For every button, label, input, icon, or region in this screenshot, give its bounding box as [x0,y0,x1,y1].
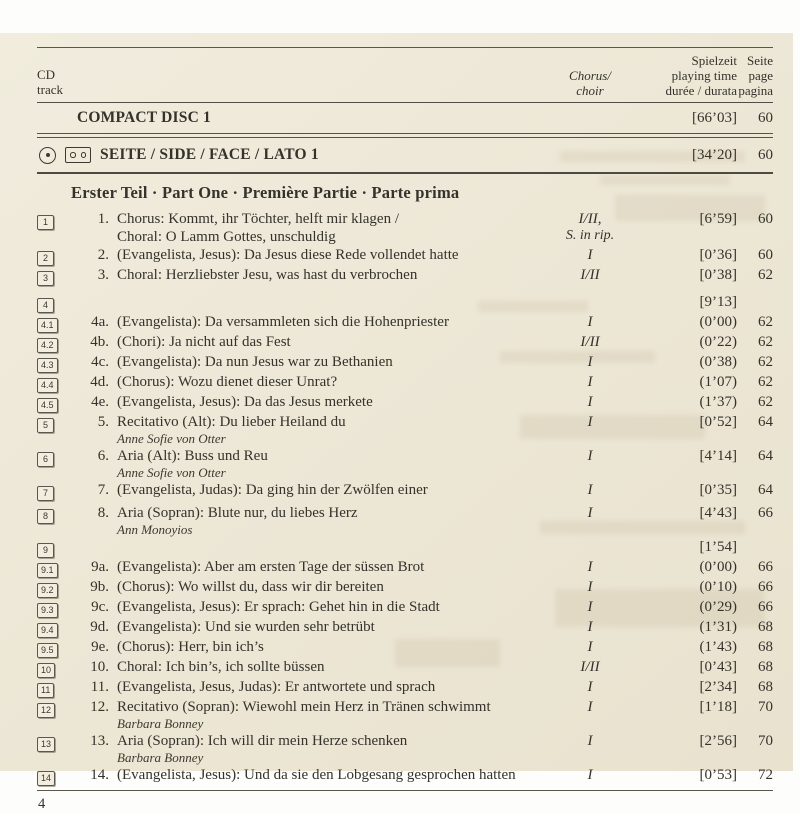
track-page-ref: 68 [758,619,773,635]
chorus-value: I [587,482,593,498]
track-page-ref: 64 [758,414,773,430]
track-page-ref: 64 [758,448,773,464]
track-title: (Evangelista, Judas): Da ging hin der Zwölfen einer [117,482,428,498]
track-artist: Ann Monoyios [117,522,193,537]
cd-track-number-box: 2 [37,251,54,266]
cd-track-number-box: 9.4 [37,623,58,638]
track-row [37,638,773,658]
track-title: (Evangelista, Jesus): Da das Jesus merkete [117,394,373,410]
track-title: (Evangelista): Da nun Jesus war zu Bethanien [117,354,393,370]
track-row [37,658,773,678]
track-artist: Barbara Bonney [117,750,204,765]
track-row [37,538,773,558]
track-row [37,313,773,333]
cd-track-number-box: 13 [37,737,55,752]
track-row [37,504,773,538]
cd-track-number-box: 12 [37,703,55,718]
cd-track-number-box: 8 [37,509,54,524]
track-artist: Anne Sofie von Otter [117,465,226,480]
track-list [37,210,773,786]
track-page-ref: 72 [758,767,773,783]
track-page-ref: 66 [758,505,773,521]
chorus-value: I/II [580,267,600,283]
track-title: (Evangelista): Und sie wurden sehr betrübt [117,619,375,635]
track-title: (Chorus): Wo willst du, dass wir dir bereiten [117,579,384,595]
movement-number: 13. [90,733,109,749]
track-time: [6’59] [699,211,737,227]
cd-track-number-box: 1 [37,215,54,230]
disc-title: COMPACT DISC 1 [77,109,211,126]
track-page-ref: 68 [758,639,773,655]
movement-number: 1. [97,211,109,227]
cd-track-number-box: 11 [37,683,54,698]
track-page-ref: 70 [758,699,773,715]
chorus-value: I [587,599,593,615]
cd-track-number-box: 4.5 [37,398,58,413]
chorus-value: I [587,619,593,635]
table-header [37,48,773,102]
track-time: (1’07) [699,374,737,390]
cd-track-number-box: 14 [37,771,55,786]
track-time: (0’38) [699,354,737,370]
track-row [37,578,773,598]
column-header-cd-track: CD track [37,67,63,97]
chorus-value: I [587,394,593,410]
track-title: (Evangelista): Da versammleten sich die Hohenpriester [117,314,449,330]
cd-track-number-box: 4.2 [37,338,58,353]
track-row [37,333,773,353]
movement-number: 4b. [90,334,109,350]
chorus-value: I [587,414,593,430]
track-title: (Evangelista, Jesus): Und da sie den Lobgesang gesprochen hatten [117,767,516,783]
track-artist: Barbara Bonney [117,716,204,731]
track-page-ref: 66 [758,579,773,595]
track-row [37,353,773,373]
track-time: (1’37) [699,394,737,410]
chorus-value: I [587,505,593,521]
booklet-page-scan [0,33,793,812]
track-title: (Evangelista): Aber am ersten Tage der süssen Brot [117,559,425,575]
track-row [37,393,773,413]
track-row [37,618,773,638]
column-header-chorus: Chorus/ choir [569,68,611,98]
track-row [37,766,773,786]
compact-disc-row [37,103,773,133]
track-page-ref: 62 [758,354,773,370]
column-header-playing-time: Spielzeit playing time durée / durata [665,53,737,98]
track-title: (Evangelista, Jesus): Er sprach: Gehet hin in die Stadt [117,599,440,615]
movement-number: 3. [97,267,109,283]
side-title: SEITE / SIDE / FACE / LATO 1 [100,146,319,163]
movement-number: 7. [97,482,109,498]
track-artist: Anne Sofie von Otter [117,431,226,446]
movement-number: 8. [97,505,109,521]
chorus-value: I [587,699,593,715]
track-title: Chorus: Kommt, ihr Töchter, helft mir klagen / [117,211,399,227]
chorus-value: I/II, [578,211,602,227]
movement-number: 4a. [91,314,109,330]
track-time: [1’54] [699,539,737,555]
track-row [37,732,773,766]
track-page-ref: 68 [758,659,773,675]
track-time: [0’35] [699,482,737,498]
cd-track-number-box: 9.3 [37,603,58,618]
track-time: [2’56] [699,733,737,749]
track-row [37,698,773,732]
cd-track-number-box: 7 [37,486,54,501]
cd-track-number-box: 4.4 [37,378,58,393]
track-row [37,373,773,393]
track-row [37,266,773,286]
track-title: Choral: Herzliebster Jesu, was hast du verbrochen [117,267,418,283]
cd-track-number-box: 4.3 [37,358,58,373]
track-title: Aria (Alt): Buss und Reu [117,448,268,464]
section-rule [37,172,773,174]
chorus-value: I [587,679,593,695]
cd-track-number-box: 10 [37,663,55,678]
cassette-icon [65,147,91,163]
movement-number: 2. [97,247,109,263]
track-row [37,447,773,481]
track-page-ref: 68 [758,679,773,695]
chorus-value: I/II [580,659,600,675]
track-time: (0’10) [699,579,737,595]
chorus-value-line2: S. in rip. [565,228,615,243]
track-time: [2’34] [699,679,737,695]
track-page-ref: 62 [758,267,773,283]
section-heading: Erster Teil · Part One · Première Partie · Parte prima [71,183,460,202]
movement-number: 6. [97,448,109,464]
disc-page-ref: 60 [758,110,773,126]
track-time: [0’52] [699,414,737,430]
movement-number: 12. [90,699,109,715]
track-time: (0’00) [699,559,737,575]
track-title: Aria (Sopran): Blute nur, du liebes Herz [117,505,358,521]
track-time: (0’22) [699,334,737,350]
movement-number: 9e. [91,639,109,655]
track-page-ref: 60 [758,247,773,263]
track-title: Recitativo (Sopran): Wiewohl mein Herz in Tränen schwimmt [117,699,491,715]
movement-number: 5. [97,414,109,430]
track-row [37,246,773,266]
booklet-page-number: 4 [38,796,46,812]
track-row [37,678,773,698]
track-time: [0’53] [699,767,737,783]
track-time: [9’13] [699,294,737,310]
movement-number: 11. [90,679,109,695]
chorus-value: I [587,354,593,370]
cd-track-number-box: 9.2 [37,583,58,598]
chorus-value: I [587,374,593,390]
movement-number: 4e. [91,394,109,410]
movement-number: 4d. [90,374,109,390]
chorus-value: I [587,579,593,595]
movement-number: 9a. [91,559,109,575]
track-title: Aria (Sopran): Ich will dir mein Herze schenken [117,733,408,749]
movement-number: 10. [90,659,109,675]
cd-track-number-box: 6 [37,452,54,467]
track-time: (0’29) [699,599,737,615]
cd-track-number-box: 4.1 [37,318,58,333]
record-icon [39,147,56,164]
track-title: (Chorus): Herr, bin ich’s [117,639,264,655]
track-title: (Chori): Ja nicht auf das Fest [117,334,291,350]
cd-track-number-box: 4 [37,298,54,313]
movement-number: 14. [90,767,109,783]
track-row [37,558,773,578]
track-page-ref: 66 [758,599,773,615]
movement-number: 4c. [91,354,109,370]
chorus-value: I [587,559,593,575]
track-page-ref: 70 [758,733,773,749]
chorus-value: I [587,767,593,783]
track-time: [4’43] [699,505,737,521]
side-row [37,138,773,172]
track-page-ref: 60 [758,211,773,227]
side-total-time: [34’20] [692,146,737,163]
track-page-ref: 62 [758,374,773,390]
cd-track-number-box: 9.1 [37,563,58,578]
cd-track-number-box: 9 [37,543,54,558]
track-row [37,413,773,447]
cd-track-number-box: 5 [37,418,54,433]
track-time: [4’14] [699,448,737,464]
track-page-ref: 62 [758,314,773,330]
track-time: (0’00) [699,314,737,330]
track-time: [0’43] [699,659,737,675]
chorus-value: I [587,733,593,749]
track-title-line2: Choral: O Lamm Gottes, unschuldig [117,229,336,245]
track-title: (Evangelista, Jesus): Da Jesus diese Rede vollendet hatte [117,247,459,263]
chorus-value: I [587,247,593,263]
track-page-ref: 62 [758,394,773,410]
movement-number: 9b. [90,579,109,595]
movement-number: 9c. [91,599,109,615]
column-header-page: Seite page pagina [738,53,773,98]
track-row [37,210,773,246]
track-title: Choral: Ich bin’s, ich sollte büssen [117,659,325,675]
cd-track-number-box: 9.5 [37,643,58,658]
track-time: [1’18] [699,699,737,715]
track-row [37,598,773,618]
side-page-ref: 60 [758,146,773,163]
track-time: (1’43) [699,639,737,655]
disc-total-time: [66’03] [692,110,737,126]
cd-track-number-box: 3 [37,271,54,286]
track-title: (Evangelista, Jesus, Judas): Er antwortete und sprach [117,679,436,695]
track-page-ref: 66 [758,559,773,575]
track-row [37,293,773,313]
chorus-value: I/II [580,334,600,350]
chorus-value: I [587,448,593,464]
track-time: [0’38] [699,267,737,283]
chorus-value: I [587,639,593,655]
track-time: (1’31) [699,619,737,635]
track-page-ref: 64 [758,482,773,498]
track-page-ref: 62 [758,334,773,350]
track-title: Recitativo (Alt): Du lieber Heiland du [117,414,346,430]
chorus-value: I [587,314,593,330]
track-title: (Chorus): Wozu dienet dieser Unrat? [117,374,338,390]
track-row [37,481,773,501]
movement-number: 9d. [90,619,109,635]
track-time: [0’36] [699,247,737,263]
